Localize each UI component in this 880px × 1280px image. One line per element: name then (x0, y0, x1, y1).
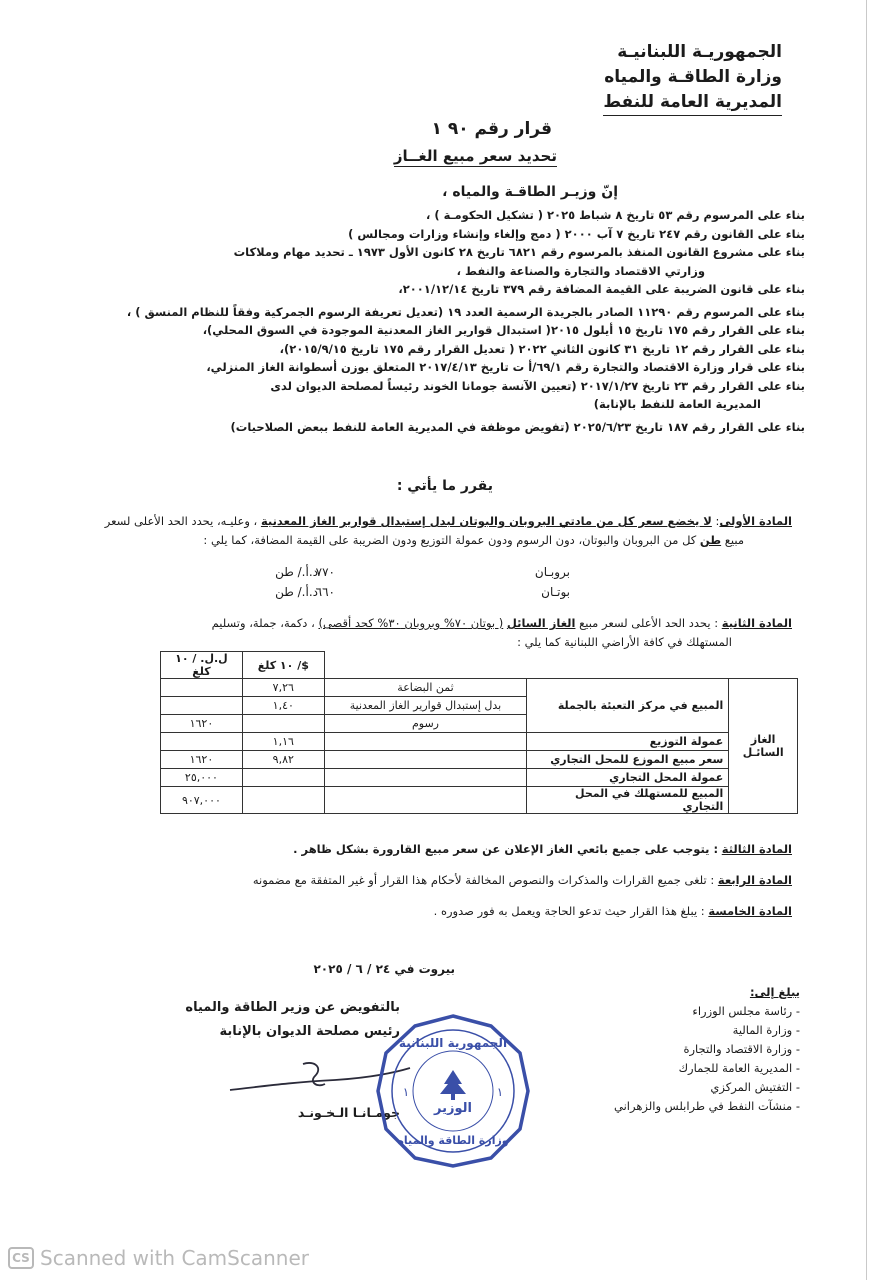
consumer-price-lbp: ٩٠٧,٠٠٠ (161, 787, 243, 814)
cc-item: - المديرية العامة للجمارك (678, 1061, 800, 1075)
header-usd: $/ ١٠ كلغ (242, 652, 324, 679)
official-stamp (374, 1012, 532, 1174)
shop-commission-lbp: ٢٥,٠٠٠ (161, 769, 243, 787)
stamp-top-text: الجمهورية اللبنانية (398, 1036, 508, 1050)
article-third (92, 840, 792, 859)
table-row (161, 652, 798, 679)
article-third-text: : يتوجب على جميع بائعي الغاز الإعلان عن سعر مبيع القارورة بشكل ظاهر . (293, 842, 719, 856)
cc-item: - التفتيش المركزي (710, 1080, 800, 1094)
cylinder-fee-usd: ١,٤٠ (242, 697, 324, 715)
recital: وزارتي الاقتصاد والتجارة والصناعة والنفط ، (456, 263, 705, 278)
cc-item: - وزارة المالية (732, 1023, 800, 1037)
article-second-text-c: المستهلك في كافة الأراضي اللبنانية كما يلي : (517, 635, 732, 649)
article-fifth (92, 902, 792, 921)
article-fourth-text: : تلغى جميع القرارات والمذكرات والنصوص المخالفة لأحكام هذا القرار أو غير المتفقة مع مضمونه (252, 873, 715, 887)
article-second-label: المادة الثانية (721, 616, 792, 630)
article-third-label: المادة الثالثة (721, 842, 792, 856)
stamp-num-left: ١ (402, 1085, 410, 1099)
goods-price-label: ثمن البضاعة (324, 679, 527, 697)
fees-lbp: ١٦٢٠ (161, 715, 243, 733)
stamp-bottom-text: وزارة الطاقة والمياه (397, 1134, 509, 1147)
decides-heading: يقرر ما يأتي : (396, 478, 493, 494)
goods-price-usd: ٧,٢٦ (242, 679, 324, 697)
table-row (161, 733, 798, 751)
table-row (161, 679, 798, 697)
recital: بناء على المرسوم رقم ٥٣ تاريخ ٨ شباط ٢٠٢٥ ( تشكيل الحكومـة ) ، (425, 208, 805, 222)
cc-item: - رئاسة مجلس الوزراء (692, 1004, 800, 1018)
article-fourth (92, 871, 792, 890)
retail-price-label: سعر مبيع الموزع للمحل التجاري (527, 751, 729, 769)
propane-name: بروبـان (534, 565, 570, 579)
table-row (161, 751, 798, 769)
signer-name: جومـانـا الـخـونـد (297, 1105, 400, 1120)
product-cell: الغاز السائـل (729, 679, 798, 814)
camscanner-watermark (8, 1246, 309, 1270)
distribution-usd: ١,١٦ (242, 733, 324, 751)
article-first-text-c: كل من البروبان والبوتان، دون الرسوم ودون عمولة التوزيع ودون الضريبة على القيمة المضافة، كما يلي : (203, 533, 697, 547)
article-fifth-label: المادة الخامسة (708, 904, 792, 918)
article-second-gas: الغاز السائل (506, 616, 576, 630)
butane-unit: د.أ./ طن (275, 585, 318, 599)
article-first: المادة الأولى: لا يخضع سعر كل من مادتي البروبان والبوتان لبدل إستبدال قوارير الغاز المعدنية ، وعليـه، يحدد الحد الأعلى لسعر مبيع طن كل من البروبان والبوتان، دون الرسوم ودون عمولة التوزيع ودون الضريبة على القيمة المضافة، كما يلي : (104, 514, 792, 547)
place-date: بيروت في ٢٤ / ٦ / ٢٠٢٥ (313, 962, 455, 976)
camscanner-text: Scanned with CamScanner (40, 1246, 309, 1270)
decision-subject: تحديد سعر مبيع الغــاز (393, 147, 557, 165)
decision-number: قرار رقم ٩٠ ١ (431, 119, 552, 139)
recital: بناء على القرار رقم ٢٣ تاريخ ٢٠١٧/١/٢٧ (تعيين الآنسة جومانا الخوند رئيساً لمصلحة الديوان لدى (270, 378, 805, 393)
consumer-price-label: المبيع للمستهلك في المحل التجاري (527, 787, 729, 814)
article-second-text-b: ، دكمة، جملة، وتسليم (211, 616, 315, 630)
article-first-ton: طن (699, 533, 722, 547)
signature-line-1: بالتفويض عن وزير الطاقة والمياه (185, 1000, 400, 1015)
minister-line: إنّ وزيـر الطاقـة والمياه ، (442, 184, 618, 200)
propane-unit: د.أ./ طن (275, 565, 318, 579)
recital: بناء على القرار رقم ١٧٥ تاريخ ١٥ أيلول ٢٠١٥( استبدال قوارير الغاز المعدنية الموجودة في السوق المحلي)، (202, 323, 805, 337)
cedar-icon (440, 1070, 466, 1100)
article-fifth-text: : يبلغ هذا القرار حيث تدعو الحاجة ويعمل به فور صدوره . (433, 904, 705, 918)
article-first-underlined: لا يخضع سعر كل من مادتي البروبان والبوتان لبدل إستبدال قوارير الغاز المعدنية (260, 514, 712, 528)
article-second (92, 614, 792, 652)
letterhead (482, 40, 782, 116)
recital: بناء على مشروع القانون المنفذ بالمرسوم رقم ٦٨٢١ تاريخ ٢٨ كانون الأول ١٩٧٣ ـ تحديد مهام وملاكات (233, 245, 805, 259)
recital: بناء على القرار رقم ١٨٧ تاريخ ٢٠٢٥/٦/٢٣ (تفويض موظفة في المديرية العامة للنفط ببعض الصلاحيات) (230, 419, 805, 434)
recital: المديرية العامة للنفط بالإنابة) (593, 397, 761, 411)
distribution-label: عمولة التوزيع (527, 733, 729, 751)
table-row (161, 787, 798, 814)
butane-value: ٦٦٠ (315, 585, 335, 599)
retail-price-lbp: ١٦٢٠ (161, 751, 243, 769)
distribution-list (580, 983, 800, 1116)
price-table (160, 651, 798, 814)
filling-center-cell: المبيع في مركز التعبئة بالجملة (527, 679, 729, 733)
article-second-mix: ( بوتان ٧٠% وبروبان ٣٠% كحد أقصى) (318, 616, 504, 630)
butane-name: بوتـان (541, 585, 570, 599)
cc-item: - منشآت النفط في طرابلس والزهراني (614, 1099, 800, 1113)
article-fourth-label: المادة الرابعة (717, 873, 792, 887)
stamp-middle-text: الوزير (434, 1101, 472, 1116)
shop-commission-label: عمولة المحل التجاري (527, 769, 729, 787)
article-first-text-a: ، وعليـه، يحدد الحد الأعلى لسعر (104, 514, 258, 528)
table-row (161, 769, 798, 787)
camscanner-logo-icon: CS (8, 1247, 34, 1269)
recital: بناء على القرار رقم ١٢ تاريخ ٣١ كانون الثاني ٢٠٢٢ ( تعديل القرار رقم ١٧٥ تاريخ ٢٠١٥/٩/١٥)، (279, 341, 805, 356)
propane-value: ٧٧٠ (315, 565, 335, 579)
article-second-text-a: : يحدد الحد الأعلى لسعر مبيع (579, 616, 719, 630)
article-first-label: المادة الأولى (719, 514, 792, 528)
article-first-text-b: مبيع (724, 533, 744, 547)
page-edge-line (866, 0, 867, 1280)
recital: بناء على قانون الضريبة على القيمة المضافة رقم ٣٧٩ تاريخ ٢٠٠١/١٢/١٤، (398, 282, 805, 296)
recital: بناء على قرار وزارة الاقتصاد والتجارة رقم ٦٩/١/أ ت تاريخ ٢٠١٧/٤/١٣ المتعلق بوزن أسطوانة الغاز المنزلي، (206, 360, 805, 374)
recital: بناء على المرسوم رقم ١١٢٩٠ الصادر بالجريدة الرسمية العدد ١٩ (تعديل تعريفة الرسوم الجمركية وفقاً للنظام المنسق ) ، (126, 304, 805, 319)
ministry-name: وزارة الطاقـة والمياه (604, 67, 782, 87)
recital: بناء على القانون رقم ٢٤٧ تاريخ ٧ آب ٢٠٠٠ ( دمج وإلغاء وإنشاء وزارات ومجالس ) (348, 226, 805, 241)
cc-item: - وزارة الاقتصاد والتجارة (683, 1042, 800, 1056)
stamp-num-right: ١ (496, 1085, 504, 1099)
signature-line-2: رئيس مصلحة الديوان بالإنابة (219, 1024, 400, 1039)
directorate-name: المديرية العامة للنفط (603, 90, 782, 116)
cylinder-fee-label: بدل إستبدال قوارير الغاز المعدنية (324, 697, 527, 715)
header-lbp: ل.ل. / ١٠ كلغ (161, 652, 243, 679)
republic-name: الجمهوريـة اللبنانيـة (617, 42, 782, 62)
retail-price-usd: ٩,٨٢ (242, 751, 324, 769)
recitals (125, 206, 805, 436)
cc-title: يبلغ إلى: (749, 985, 800, 999)
fees-label: رسوم (324, 715, 527, 733)
